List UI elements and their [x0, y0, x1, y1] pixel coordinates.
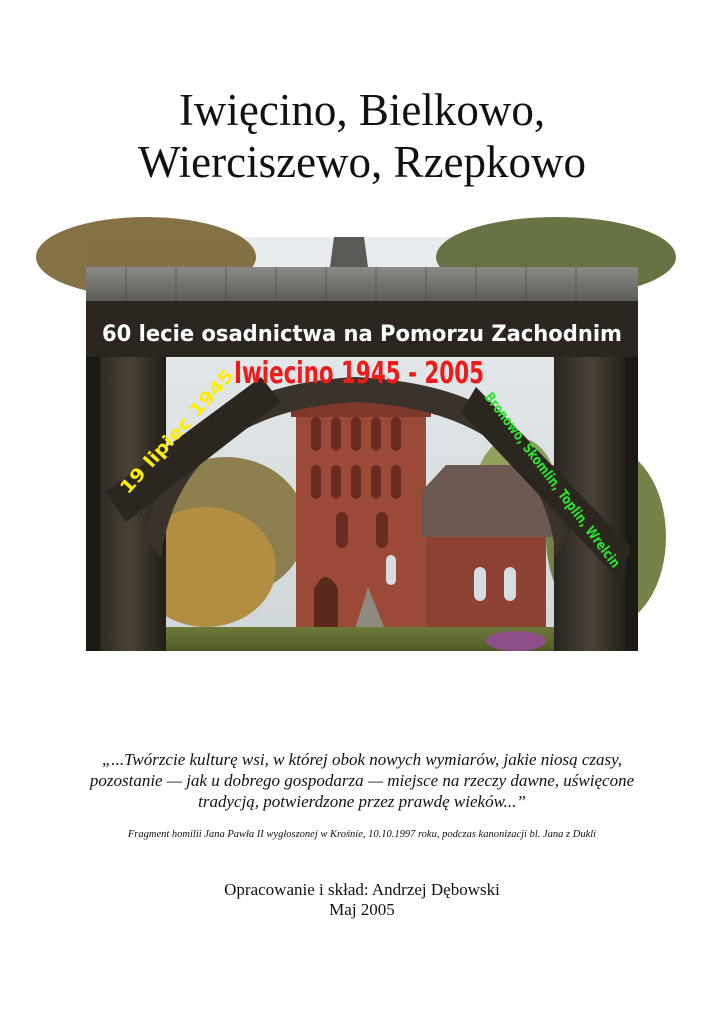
left-beam-text: 19 lipiec 1945: [116, 378, 227, 499]
cover-photo: [86, 237, 656, 651]
quote-line-2: pozostanie — jak u dobrego gospodarza — miejsce na rzeczy dawne, uświęcone: [89, 771, 635, 790]
arch-text-line1: 60 lecie osadnictwa na Pomorzu Zachodnim: [102, 322, 622, 347]
arch-text-line2: Iwiecino 1945 - 2005: [234, 356, 484, 391]
credits: [0, 880, 724, 920]
right-beam-text: Bronowo, Skomlin, Toplin, Wrelcin: [480, 389, 656, 615]
publication-date: Maj 2005: [329, 900, 395, 919]
title-line-2: Wierciszewo, Rzepkowo: [137, 137, 587, 187]
arch-roof: [86, 267, 638, 301]
quote-source: Fragment homilii Jana Pawła II wygłoszonej w Krośnie, 10.10.1997 roku, podczas kanonizacji bl. Jana z Dukli: [127, 829, 597, 840]
document-title: [0, 84, 724, 188]
title-line-1: Iwięcino, Bielkowo,: [178, 85, 546, 135]
quote: [60, 749, 664, 812]
author-credit: Opracowanie i skład: Andrzej Dębowski: [224, 880, 500, 899]
quote-line-3: tradycją, potwierdzone przez prawdę wieków...”: [198, 792, 526, 811]
quote-line-1: „...Twórzcie kulturę wsi, w której obok nowych wymiarów, jakie niosą czasy,: [101, 750, 623, 769]
